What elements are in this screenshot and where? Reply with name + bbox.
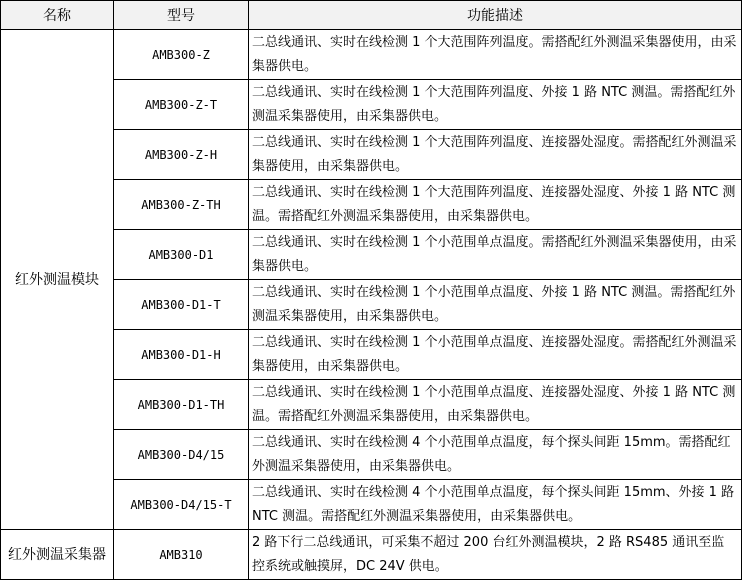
desc-cell: 二总线通讯、实时在线检测 1 个小范围单点温度、连接器处湿度、外接 1 路 NTC 测温。需搭配红外测温采集器使用，由采集器供电。 [249, 380, 742, 430]
desc-cell: 二总线通讯、实时在线检测 1 个大范围阵列温度、连接器处湿度。需搭配红外测温采集器使用，由采集器供电。 [249, 130, 742, 180]
model-cell: AMB300-Z-T [114, 80, 249, 130]
desc-cell: 二总线通讯、实时在线检测 1 个大范围阵列温度。需搭配红外测温采集器使用，由采集器供电。 [249, 30, 742, 80]
desc-cell: 二总线通讯、实时在线检测 1 个小范围单点温度、外接 1 路 NTC 测温。需搭配红外测温采集器使用，由采集器供电。 [249, 280, 742, 330]
model-cell: AMB300-D4/15 [114, 430, 249, 480]
group-name-module: 红外测温模块 [1, 30, 114, 530]
model-cell: AMB310 [114, 530, 249, 580]
model-cell: AMB300-D1 [114, 230, 249, 280]
table-row [1, 530, 742, 580]
group-name-collector: 红外测温采集器 [1, 530, 114, 580]
header-name: 名称 [1, 1, 114, 30]
model-cell: AMB300-Z [114, 30, 249, 80]
header-desc: 功能描述 [249, 1, 742, 30]
table-row [1, 30, 742, 80]
desc-cell: 二总线通讯、实时在线检测 1 个大范围阵列温度、外接 1 路 NTC 测温。需搭配红外测温采集器使用，由采集器供电。 [249, 80, 742, 130]
model-cell: AMB300-D1-T [114, 280, 249, 330]
model-cell: AMB300-Z-H [114, 130, 249, 180]
model-cell: AMB300-D4/15-T [114, 480, 249, 530]
desc-cell: 二总线通讯、实时在线检测 4 个小范围单点温度，每个探头间距 15mm。需搭配红外测温采集器使用，由采集器供电。 [249, 430, 742, 480]
model-cell: AMB300-D1-H [114, 330, 249, 380]
model-cell: AMB300-Z-TH [114, 180, 249, 230]
desc-cell: 二总线通讯、实时在线检测 1 个小范围单点温度、连接器处湿度。需搭配红外测温采集器使用，由采集器供电。 [249, 330, 742, 380]
header-row [1, 1, 742, 30]
model-cell: AMB300-D1-TH [114, 380, 249, 430]
desc-cell: 2 路下行二总线通讯，可采集不超过 200 台红外测温模块，2 路 RS485 通讯至监控系统或触摸屏，DC 24V 供电。 [249, 530, 742, 580]
header-model: 型号 [114, 1, 249, 30]
desc-cell: 二总线通讯、实时在线检测 1 个小范围单点温度。需搭配红外测温采集器使用，由采集器供电。 [249, 230, 742, 280]
desc-cell: 二总线通讯、实时在线检测 4 个小范围单点温度，每个探头间距 15mm、外接 1 路 NTC 测温。需搭配红外测温采集器使用，由采集器供电。 [249, 480, 742, 530]
desc-cell: 二总线通讯、实时在线检测 1 个大范围阵列温度、连接器处湿度、外接 1 路 NTC 测温。需搭配红外测温采集器使用，由采集器供电。 [249, 180, 742, 230]
